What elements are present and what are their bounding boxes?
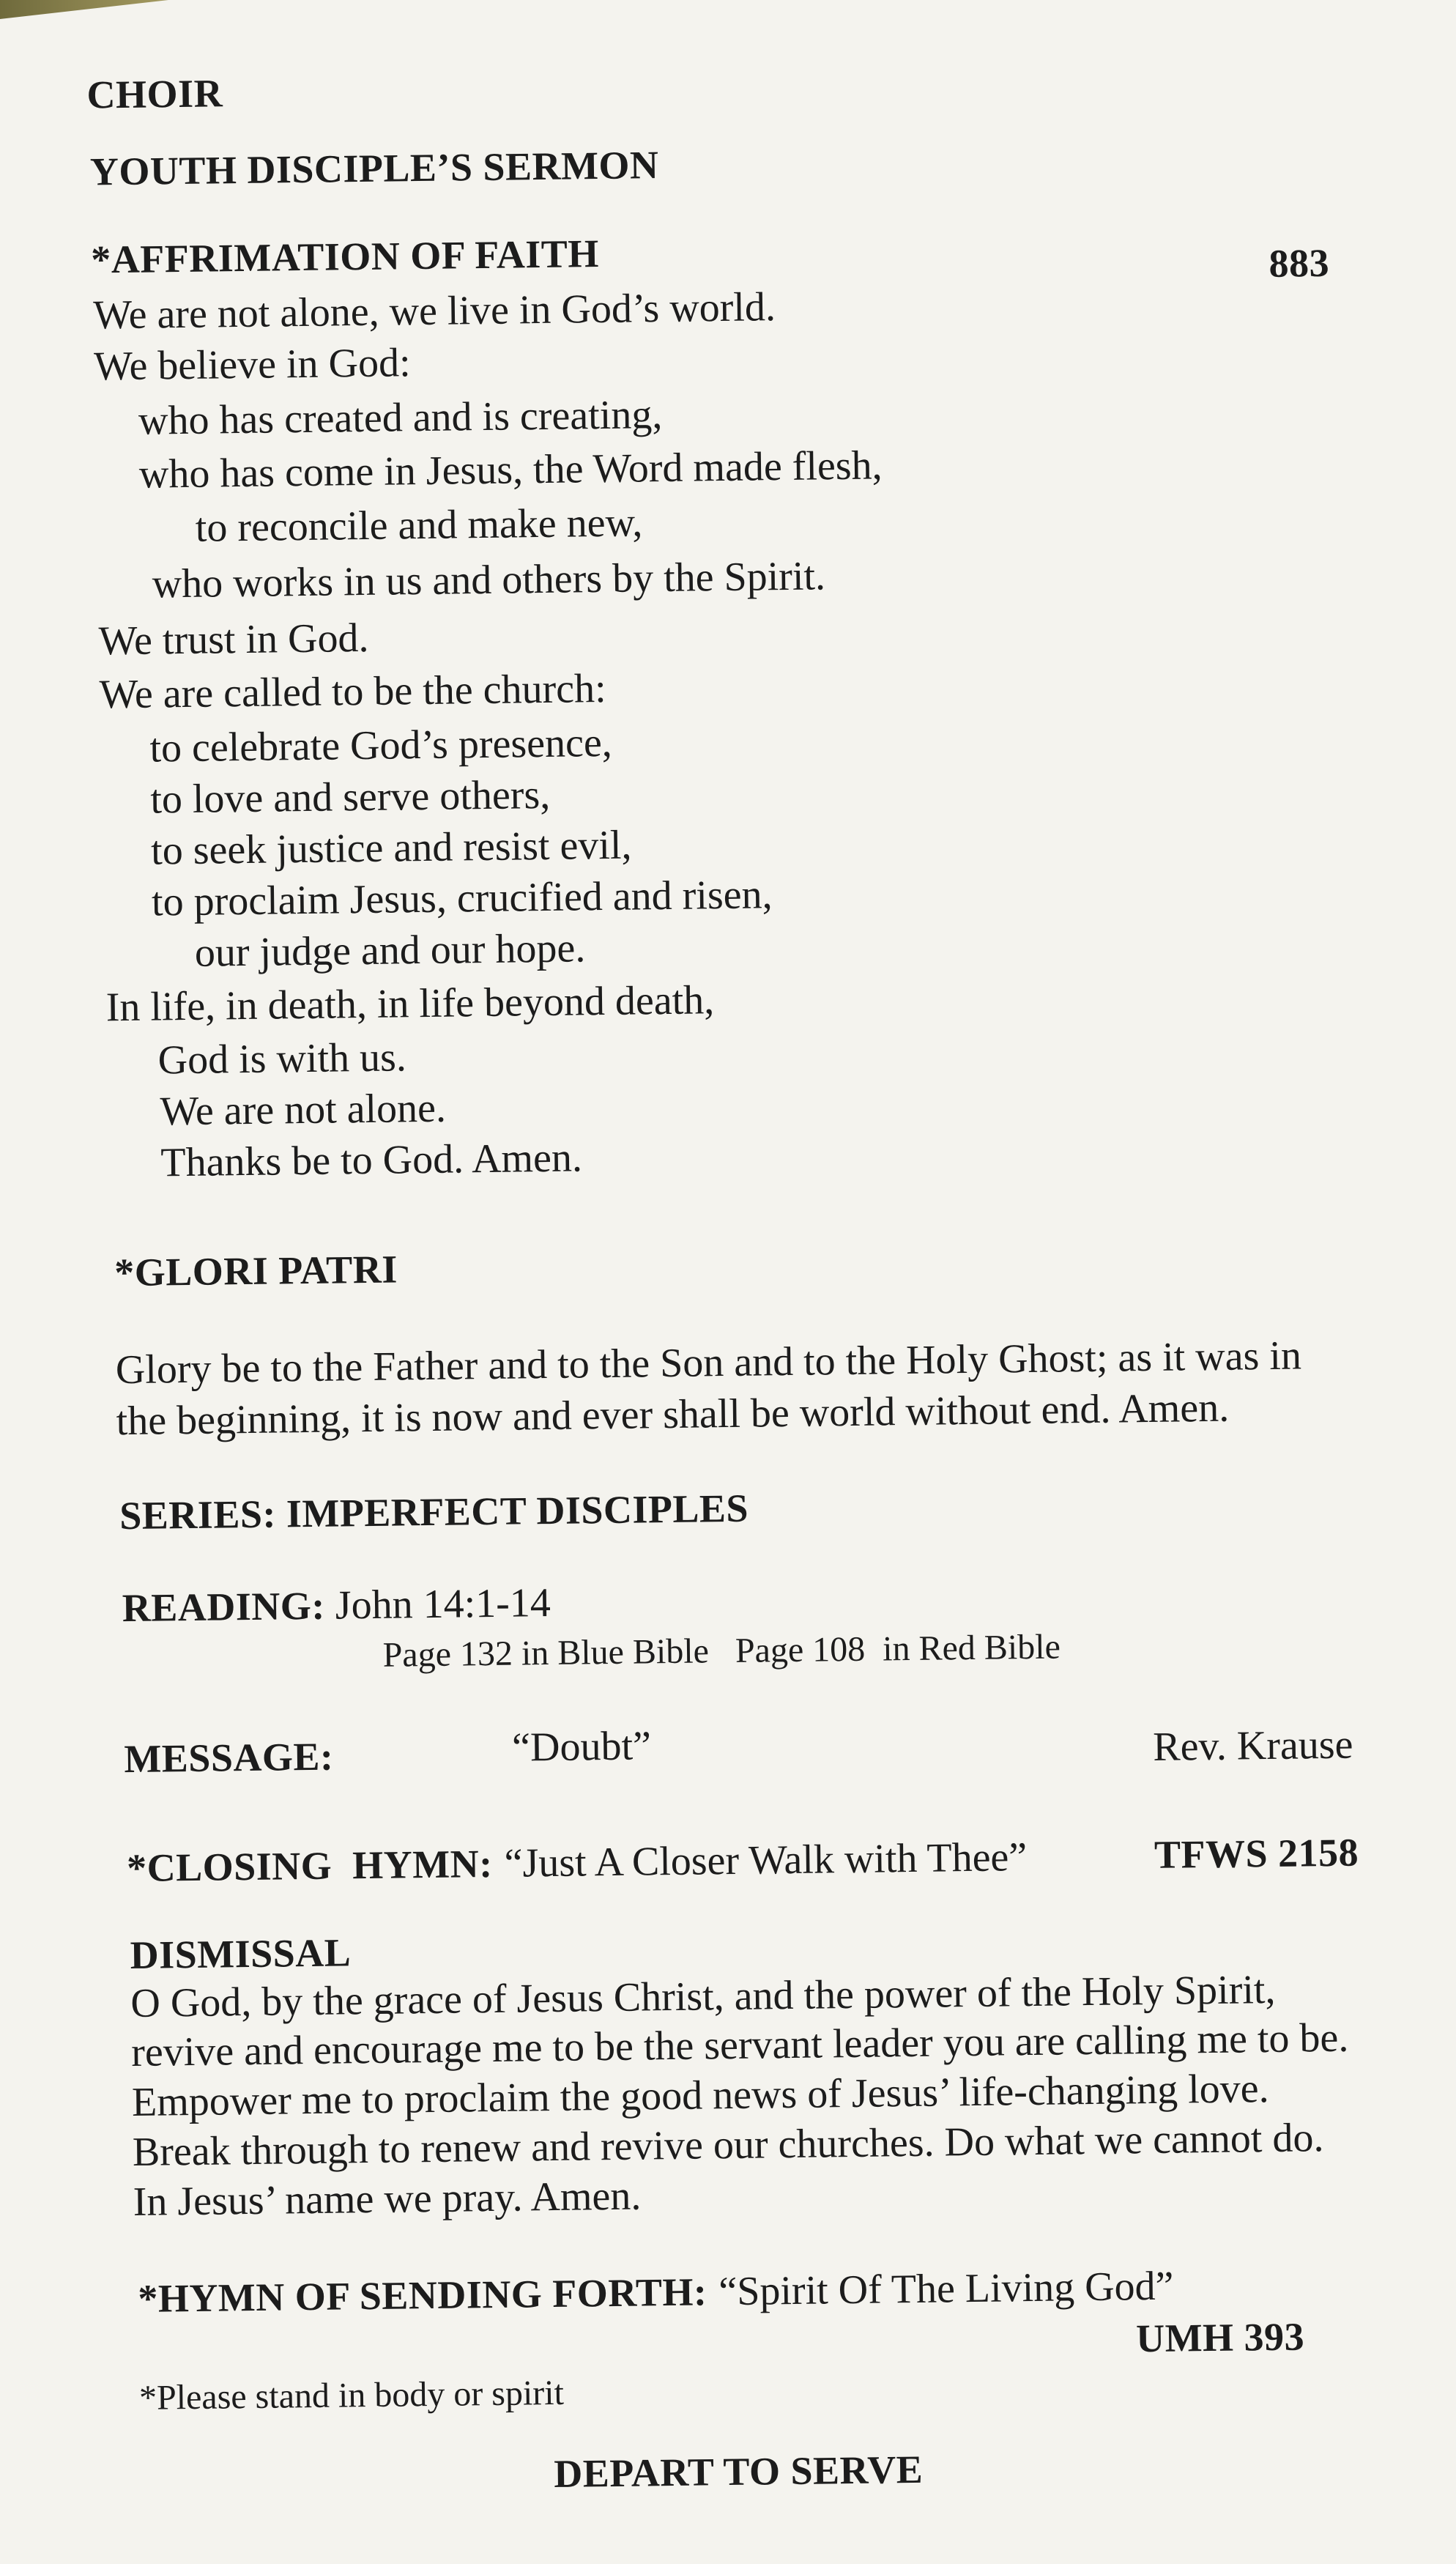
stand-note: *Please stand in body or spirit [138, 2373, 565, 2417]
affirmation-line: We are not alone, we live in God’s world. [92, 284, 776, 338]
affirmation-line: who has created and is creating, [138, 391, 663, 444]
affirmation-line: We believe in God: [93, 340, 411, 390]
affirmation-line: to reconcile and make new, [195, 500, 643, 551]
affirmation-line: Thanks be to God. Amen. [160, 1135, 583, 1186]
dismissal-heading: DISMISSAL [130, 1930, 352, 1978]
series-heading: SERIES: IMPERFECT DISCIPLES [119, 1486, 749, 1538]
affirmation-line: who works in us and others by the Spirit. [152, 553, 826, 607]
affirmation-line: our judge and our hope. [194, 925, 586, 976]
youth-sermon-heading: YOUTH DISCIPLE’S SERMON [89, 143, 659, 194]
reading-label: READING: [122, 1583, 326, 1631]
reading-row [122, 1579, 551, 1631]
message-speaker: Rev. Krause [1152, 1722, 1353, 1770]
reading-pages: Page 132 in Blue Bible Page 108 in Red Bible [382, 1627, 1061, 1675]
sending-hymn-row [138, 2263, 1174, 2322]
closing-hymn-number: TFWS 2158 [1154, 1830, 1359, 1877]
dismissal-line: In Jesus’ name we pray. Amen. [133, 2173, 642, 2226]
gloria-text-line: Glory be to the Father and to the Son and to the Holy Ghost; as it was in [115, 1333, 1302, 1393]
gloria-heading: *GLORI PATRI [114, 1247, 398, 1295]
depart-footer: DEPART TO SERVE [553, 2447, 924, 2497]
choir-heading: CHOIR [86, 71, 223, 117]
sending-hymn-label: *HYMN OF SENDING FORTH: [137, 2270, 707, 2321]
reading-passage: John 14:1-14 [335, 1579, 551, 1629]
dismissal-line: Empower me to proclaim the good news of Jesus’ life-changing love. [131, 2066, 1269, 2126]
affirmation-line: We trust in God. [98, 615, 369, 664]
affirmation-line: In life, in death, in life beyond death, [105, 977, 715, 1031]
affirmation-line: to proclaim Jesus, crucified and risen, [151, 872, 773, 925]
sending-hymn-number: UMH 393 [1135, 2314, 1305, 2361]
affirmation-line: to celebrate God’s presence, [149, 719, 613, 771]
sending-hymn-title: “Spirit Of The Living God” [718, 2263, 1174, 2315]
dismissal-line: revive and encourage me to be the servant leader you are calling me to be. [130, 2015, 1349, 2076]
dismissal-line: O God, by the grace of Jesus Christ, and the power of the Holy Spirit, [130, 1966, 1276, 2027]
affirmation-heading: *AFFRIMATION OF FAITH [90, 231, 600, 282]
affirmation-line: We are not alone. [160, 1085, 447, 1135]
message-title: “Doubt” [511, 1723, 652, 1771]
affirmation-line: to seek justice and resist evil, [150, 822, 632, 874]
affirmation-line: God is with us. [157, 1034, 407, 1083]
closing-hymn-row [127, 1834, 1028, 1891]
closing-hymn-title: “Just A Closer Walk with Thee” [504, 1834, 1028, 1886]
dismissal-line: Break through to renew and revive our churches. Do what we cannot do. [132, 2115, 1324, 2176]
affirmation-line: who has come in Jesus, the Word made flesh, [138, 442, 883, 497]
affirmation-line: to love and serve others, [149, 771, 551, 823]
gloria-text-line: the beginning, it is now and ever shall be world without end. Amen. [116, 1385, 1230, 1445]
closing-hymn-label: *CLOSING HYMN: [126, 1841, 494, 1891]
affirmation-line: We are called to be the church: [99, 665, 606, 718]
affirmation-number: 883 [1269, 240, 1330, 286]
message-label: MESSAGE: [123, 1734, 334, 1782]
